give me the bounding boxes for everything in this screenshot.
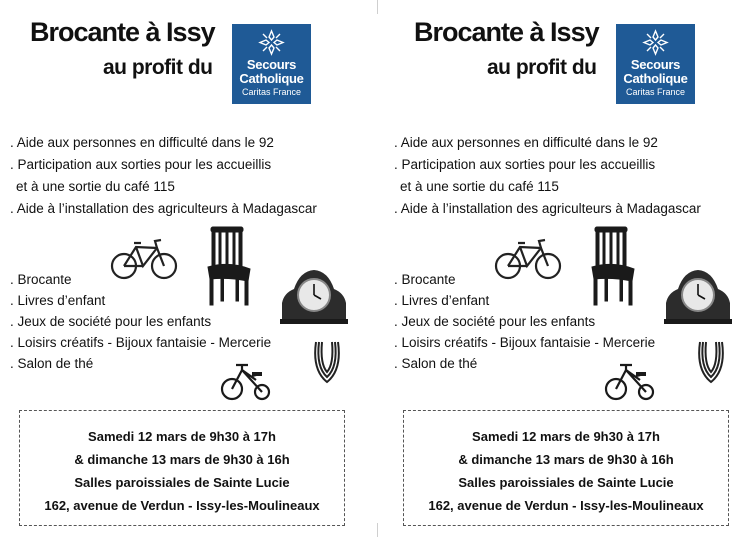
cross-emblem-icon bbox=[258, 29, 285, 56]
flyer-left bbox=[0, 0, 374, 537]
flyer-subtitle: au profit du bbox=[103, 56, 213, 79]
item-entry: . Loisirs créatifs - Bijoux fantaisie - Mercerie bbox=[10, 335, 272, 350]
aim-item: . Participation aux sorties pour les accueillis bbox=[394, 157, 656, 172]
item-entry: . Loisirs créatifs - Bijoux fantaisie - Mercerie bbox=[394, 335, 656, 350]
logo-line-3: Caritas France bbox=[241, 87, 302, 97]
event-date-line: & dimanche 13 mars de 9h30 à 16h bbox=[458, 452, 674, 467]
necklace-image bbox=[694, 340, 728, 386]
flyer-subtitle: au profit du bbox=[487, 56, 597, 79]
logo-line-1: Secours bbox=[246, 57, 297, 72]
logo-line-3: Caritas France bbox=[625, 87, 686, 97]
event-address: 162, avenue de Verdun - Issy-les-Moulineaux bbox=[428, 498, 704, 513]
tricycle-image bbox=[602, 360, 658, 402]
fold-line-top bbox=[377, 0, 378, 14]
clock-image bbox=[662, 265, 734, 325]
event-date-line: Samedi 12 mars de 9h30 à 17h bbox=[88, 429, 276, 444]
flyer-title: Brocante à Issy bbox=[414, 17, 599, 47]
fold-line-bottom bbox=[377, 523, 378, 537]
aims-list bbox=[394, 132, 701, 220]
item-entry: . Salon de thé bbox=[10, 356, 94, 371]
aims-list bbox=[10, 132, 317, 220]
aim-item: . Aide aux personnes en difficulté dans le 92 bbox=[394, 135, 658, 150]
event-venue: Salles paroissiales de Sainte Lucie bbox=[74, 475, 290, 490]
aim-item: . Aide aux personnes en difficulté dans le 92 bbox=[10, 135, 274, 150]
item-entry: . Brocante bbox=[394, 272, 456, 287]
cross-emblem-icon bbox=[642, 29, 669, 56]
secours-catholique-logo bbox=[232, 24, 311, 104]
item-entry: . Livres d’enfant bbox=[394, 293, 490, 308]
flyer-right bbox=[384, 0, 750, 537]
logo-line-2: Catholique bbox=[623, 71, 688, 86]
item-entry: . Salon de thé bbox=[394, 356, 478, 371]
item-entry: . Livres d’enfant bbox=[10, 293, 106, 308]
event-info-box bbox=[19, 410, 345, 526]
event-info-box bbox=[403, 410, 729, 526]
aim-item: et à une sortie du café 115 bbox=[16, 179, 175, 194]
item-entry: . Jeux de société pour les enfants bbox=[394, 314, 596, 329]
event-address: 162, avenue de Verdun - Issy-les-Moulineaux bbox=[44, 498, 320, 513]
event-venue: Salles paroissiales de Sainte Lucie bbox=[458, 475, 674, 490]
logo-line-1: Secours bbox=[630, 57, 681, 72]
aim-item: . Aide à l’installation des agriculteurs à Madagascar bbox=[394, 201, 701, 216]
item-entry: . Jeux de société pour les enfants bbox=[10, 314, 212, 329]
items-list bbox=[10, 269, 271, 374]
secours-catholique-logo bbox=[616, 24, 695, 104]
flyer-title: Brocante à Issy bbox=[30, 17, 215, 47]
necklace-image bbox=[310, 340, 344, 386]
aim-item: . Participation aux sorties pour les accueillis bbox=[10, 157, 272, 172]
items-list bbox=[394, 269, 655, 374]
logo-line-2: Catholique bbox=[239, 71, 304, 86]
aim-item: . Aide à l’installation des agriculteurs à Madagascar bbox=[10, 201, 317, 216]
aim-item: et à une sortie du café 115 bbox=[400, 179, 559, 194]
tricycle-image bbox=[218, 360, 274, 402]
item-entry: . Brocante bbox=[10, 272, 72, 287]
event-date-line: Samedi 12 mars de 9h30 à 17h bbox=[472, 429, 660, 444]
clock-image bbox=[278, 265, 350, 325]
event-date-line: & dimanche 13 mars de 9h30 à 16h bbox=[74, 452, 290, 467]
